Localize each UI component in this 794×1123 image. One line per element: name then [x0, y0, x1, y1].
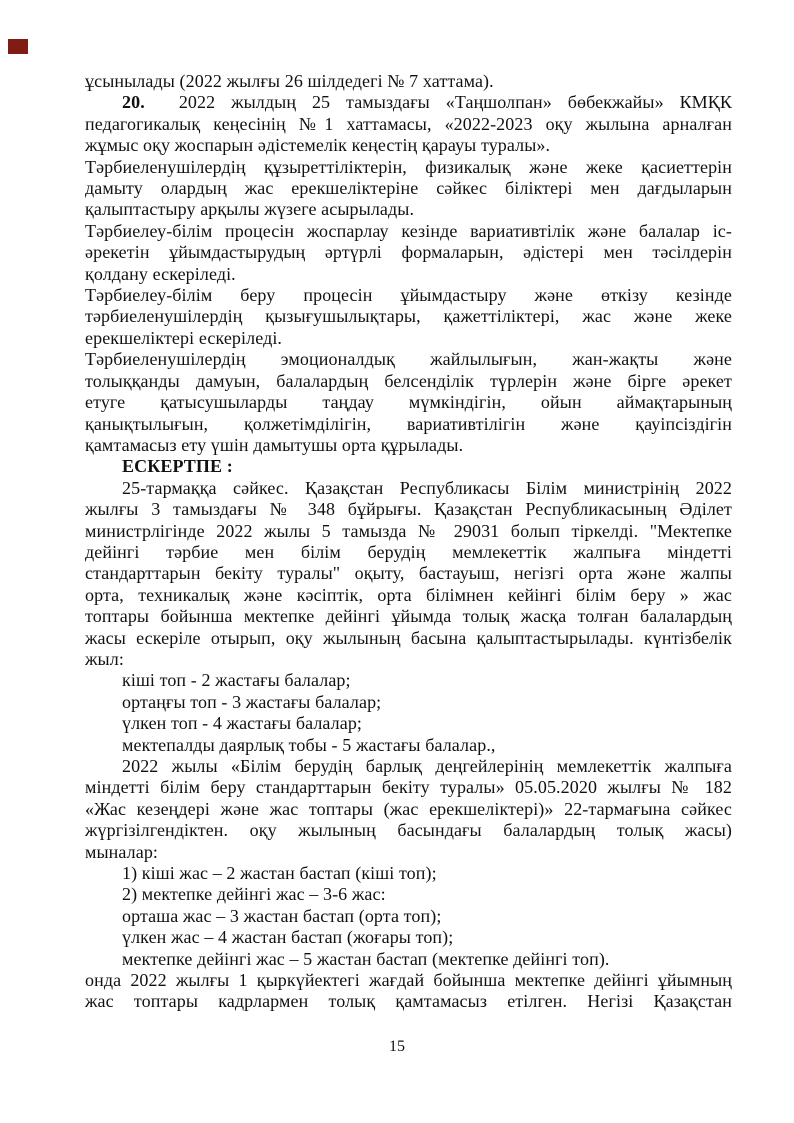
- text-block: [85, 71, 732, 1013]
- paragraph: [85, 92, 732, 156]
- paragraph: [85, 670, 732, 691]
- text-line: жұмыс оқу жоспарын әдістемелік кеңестің қарауы туралы».: [85, 135, 551, 156]
- paragraph: [85, 478, 732, 671]
- text-line: дамыту олардың жас ерекшеліктеріне сәйкес біліктері мен дағдыларын: [85, 178, 732, 199]
- text-line: әрекетін ұйымдастырудың әртүрлі формаларын, әдістері мен тәсілдерін: [85, 242, 732, 263]
- text-line: министрлігінде 2022 жылы 5 тамызда № 29031 болып тіркелді. "Мектепке: [85, 520, 732, 541]
- paragraph: [85, 906, 732, 927]
- text-line: қанықтылығын, қолжетімділігін, вариативтілігін және қауіпсіздігін: [85, 413, 732, 434]
- paragraph: [85, 157, 732, 221]
- text-line: дейінгі тәрбие мен білім берудің мемлекеттік жалпыға міндетті: [85, 541, 732, 562]
- paragraph: [85, 692, 732, 713]
- paragraph: [85, 349, 732, 456]
- text-line: мектепке дейінгі жас – 5 жастан бастап (мектепке дейінгі топ).: [122, 948, 610, 969]
- text-line: жыл:: [85, 648, 124, 669]
- text-line: жылғы 3 тамыздағы № 348 бұйрығы. Қазақстан Республикасының Әділет: [85, 499, 732, 520]
- paragraph: [85, 927, 732, 948]
- corner-marker: [8, 39, 28, 54]
- paragraph: [85, 863, 732, 884]
- text-line: педагогикалық кеңесінің №1 хаттамасы, «2022-2023 оқу жылына арналған: [85, 113, 732, 134]
- page-number: 15: [389, 1038, 405, 1055]
- paragraph: [85, 735, 732, 756]
- paragraph: [85, 713, 732, 734]
- paragraph: [85, 970, 732, 1013]
- paragraph: [85, 71, 732, 92]
- text-line: жүргізілгендіктен. оқу жылының басындағы балалардың толық жасы): [85, 820, 732, 841]
- text-line: 2) мектепке дейінгі жас – 3-6 жас:: [122, 884, 386, 905]
- text-line: орташа жас – 3 жастан бастап (орта топ);: [122, 905, 442, 926]
- paragraph: [85, 949, 732, 970]
- text-line: толыққанды дамуын, балалардың белсенділік түрлерін және бірге әрекет: [85, 370, 732, 391]
- text-line: үлкен жас – 4 жастан бастап (жоғары топ);: [122, 927, 454, 948]
- text-line: жасы ескеріле отырып, оқу жылының басына қалыптастырылады. күнтізбелік: [85, 627, 732, 648]
- text-line: қолдану ескеріледі.: [85, 263, 236, 284]
- text-line: Тәрбиелеу-білім процесін жоспарлау кезінде вариативтілік және балалар іс-: [85, 220, 732, 241]
- text-line: 25-тармаққа сәйкес. Қазақстан Республикасы Білім министрінің 2022: [122, 477, 732, 498]
- paragraph: [85, 884, 732, 905]
- text-line: ұсынылады (2022 жылғы 26 шілдедегі № 7 хаттама).: [85, 71, 494, 91]
- text-line: Тәрбиеленушілердің эмоционалдық жайлылығын, жан-жақты және: [85, 349, 732, 370]
- text-line: орта, техникалық және кәсіптік, орта білімнен кейінгі білім беру » жас: [85, 584, 732, 605]
- text-line: тәрбиеленушілердің қызығушылықтары, қажеттіліктері, жас және жеке: [85, 306, 732, 327]
- text-line: кіші топ - 2 жастағы балалар;: [122, 670, 351, 691]
- text-line: Тәрбиелеу-білім беру процесін ұйымдастыру және өткізу кезінде: [85, 285, 732, 306]
- text-line: стандарттарын бекіту туралы" оқыту, бастауыш, негізгі орта және жалпы: [85, 563, 732, 584]
- text-line: үлкен топ - 4 жастағы балалар;: [122, 713, 363, 734]
- paragraph: [85, 285, 732, 349]
- text-line: Тәрбиеленушілердің құзыреттіліктерін, физикалық және жеке қасиеттерін: [85, 156, 732, 177]
- text-line: қамтамасыз ету үшін дамытушы орта құрылады.: [85, 434, 464, 455]
- paragraph: [85, 221, 732, 285]
- text-line: «Жас кезеңдері және жас топтары (жас ерекшеліктері)» 22-тармағына сәйкес: [85, 798, 732, 819]
- paragraph: [85, 756, 732, 863]
- text-line: 20. 2022 жылдың 25 тамыздағы «Таңшолпан» бөбекжайы» КМҚК: [122, 92, 732, 113]
- text-line: ерекшеліктері ескеріледі.: [85, 327, 283, 348]
- paragraph-number: 20.: [122, 92, 145, 113]
- text-line: етуге қатысушыларды таңдау мүмкіндігін, ойын аймақтарының: [85, 392, 732, 413]
- text-line: 1) кіші жас – 2 жастан бастап (кіші топ);: [122, 863, 437, 884]
- text-line: қалыптастыру арқылы жүзеге асырылады.: [85, 199, 415, 220]
- text-line: мыналар:: [85, 841, 159, 862]
- text-line: онда 2022 жылғы 1 қыркүйектегі жағдай бойынша мектепке дейінгі ұйымның: [85, 970, 732, 991]
- text-line: ортаңғы топ - 3 жастағы балалар;: [122, 691, 382, 712]
- text-line: жас топтары кадрлармен толық қамтамасыз етілген. Негізі Қазақстан: [85, 991, 732, 1012]
- text-line: міндетті білім беру стандарттарын бекіту туралы» 05.05.2020 жылғы № 182: [85, 777, 732, 798]
- text-line: ЕСКЕРТПЕ :: [122, 456, 233, 477]
- text-line: 2022 жылы «Білім берудің барлық деңгейлерінің мемлекеттік жалпыға: [122, 756, 732, 776]
- paragraph: [85, 456, 732, 477]
- text-line: мектепалды даярлық тобы - 5 жастағы балалар.,: [122, 734, 496, 755]
- text-line: топтары бойынша мектепке дейінгі ұйымда толық жасқа толған балалардың: [85, 606, 732, 627]
